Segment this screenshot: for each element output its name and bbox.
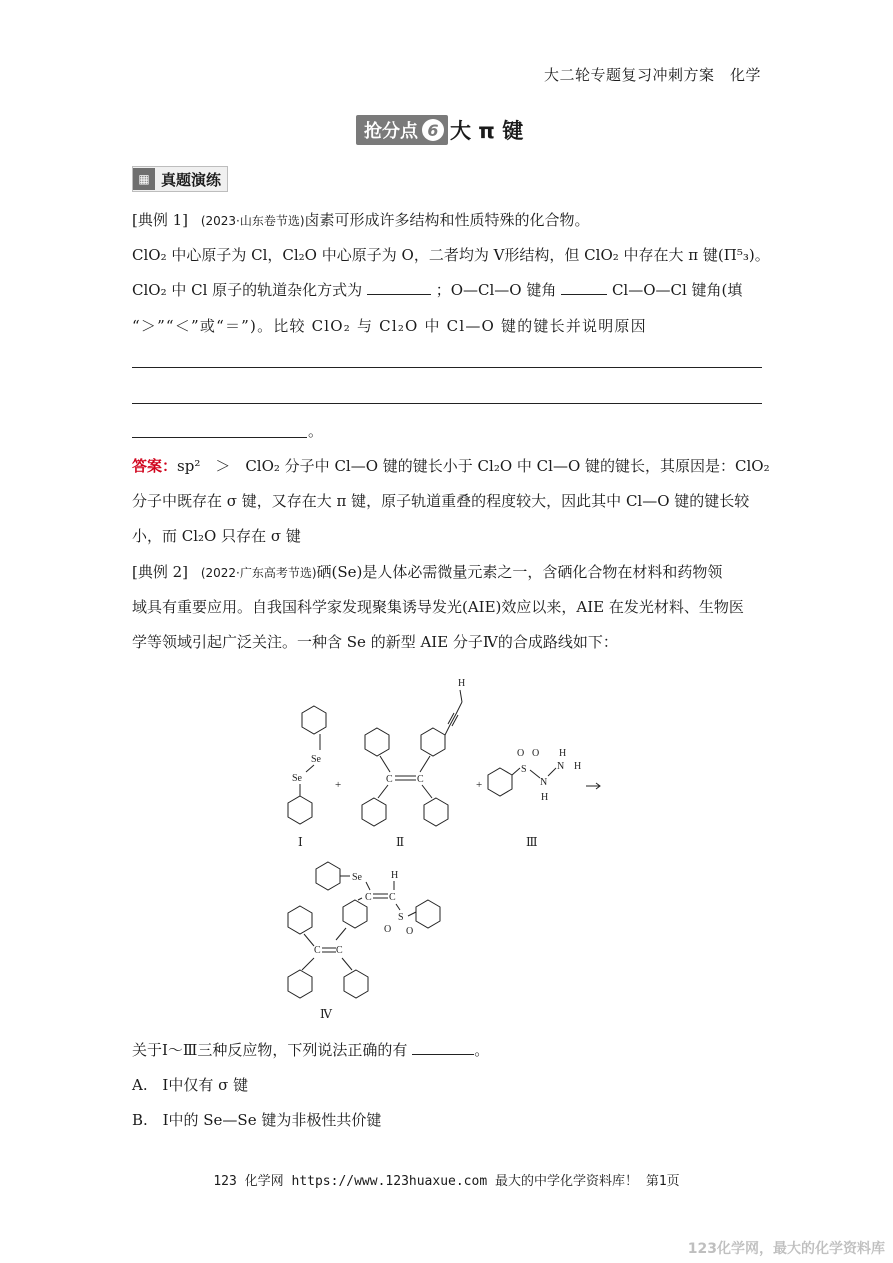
- section-badge-label: 抢分点: [364, 121, 418, 142]
- answer-rule-1[interactable]: [132, 367, 762, 368]
- atom-o-2: O: [532, 748, 540, 759]
- atom-n-1: N: [540, 777, 548, 788]
- atom-se-2: Se: [292, 773, 302, 784]
- synthesis-scheme: [270, 668, 610, 1030]
- compound-4-structure: [288, 862, 440, 998]
- atom-h-3: H: [541, 792, 549, 803]
- option-b[interactable]: [132, 1110, 762, 1130]
- question-text: 关于Ⅰ～Ⅲ三种反应物，下列说法正确的有: [132, 1041, 408, 1059]
- atom-c-4b: C: [389, 892, 396, 903]
- page-footer: 123 化学网 https://www.123huaxue.com 最大的中学化学资料库！ 第1页: [213, 1174, 680, 1189]
- atom-h-1: H: [559, 748, 567, 759]
- example1-source: (2023·山东卷节选): [200, 214, 305, 228]
- atom-c-4d: C: [336, 945, 343, 956]
- atom-o-1: O: [517, 748, 525, 759]
- example2-line1: 硒(Se)是人体必需微量元素之一，含硒化合物在材料和药物领: [316, 563, 723, 581]
- label-compound-4: Ⅳ: [320, 1007, 332, 1021]
- option-b-text: Ⅰ中的 Se—Se 键为非极性共价键: [162, 1111, 382, 1129]
- example1-line3a: ClO₂ 中 Cl 原子的轨道杂化方式为: [132, 281, 363, 299]
- compound-2-structure: [362, 678, 465, 826]
- atom-s-4: S: [398, 912, 404, 923]
- answer-blank-1[interactable]: [367, 280, 431, 295]
- atom-c-4a: C: [365, 892, 372, 903]
- question-line: [132, 1040, 762, 1060]
- subheading: [132, 166, 228, 192]
- option-a[interactable]: [132, 1075, 762, 1095]
- atom-s-1: S: [521, 764, 527, 775]
- label-compound-1: Ⅰ: [298, 835, 303, 849]
- section-badge: [356, 115, 448, 145]
- example1-line2: ClO₂ 中心原子为 Cl，Cl₂O 中心原子为 O，二者均为 V形结构，但 ClO₂ 中存在大 π 键(Π⁵₃)。: [132, 246, 770, 264]
- atom-n-2: N: [557, 761, 565, 772]
- example1-line3b: ；O—Cl—O 键角: [435, 281, 557, 299]
- example1-intro: 卤素可形成许多结构和性质特殊的化合物。: [304, 211, 590, 229]
- example2-line3: 学等领域引起广泛关注。一种含 Se 的新型 AIE 分子Ⅳ的合成路线如下：: [132, 633, 618, 651]
- subheading-label: 真题演练: [161, 170, 222, 189]
- book-icon: ▦: [133, 168, 155, 190]
- plus-sign-2: +: [476, 779, 483, 791]
- atom-se-4: Se: [352, 872, 362, 883]
- page-header: 大二轮专题复习冲刺方案 化学: [543, 66, 761, 84]
- atom-h-2: H: [574, 761, 582, 772]
- atom-h-alkyne: H: [458, 678, 466, 689]
- plus-sign-1: +: [335, 779, 342, 791]
- section-number: 6: [422, 119, 444, 141]
- atom-se-1: Se: [311, 754, 321, 765]
- answer1-line2: 分子中既存在 σ 键，又存在大 π 键，原子轨道重叠的程度较大，因此其中 Cl—O 键的键长较: [132, 492, 750, 510]
- example1-line4: “＞”“＜”或“＝”)。比较 ClO₂ 与 Cl₂O 中 Cl—O 键的键长并说明原因: [132, 317, 647, 335]
- example1-tag: [典例 1]: [132, 211, 189, 229]
- answer-blank-3[interactable]: [412, 1040, 474, 1055]
- answer-blank-2[interactable]: [561, 280, 607, 295]
- answer-rule-2[interactable]: [132, 403, 762, 404]
- atom-o-4a: O: [384, 924, 392, 935]
- example1-line3: [132, 280, 762, 300]
- option-a-text: Ⅰ中仅有 σ 键: [162, 1076, 249, 1094]
- answer-label: 答案：: [132, 457, 178, 475]
- label-compound-2: Ⅱ: [396, 835, 405, 849]
- question-end: 。: [474, 1041, 490, 1059]
- answer1-line3: 小，而 Cl₂O 只存在 σ 键: [132, 527, 301, 545]
- label-compound-3: Ⅲ: [526, 835, 538, 849]
- atom-c-4c: C: [314, 945, 321, 956]
- atom-c-1: C: [386, 774, 393, 785]
- example2-line2: 域具有重要应用。自我国科学家发现聚集诱导发光(AIE)效应以来，AIE 在发光材料、生物医: [132, 598, 744, 616]
- atom-c-2: C: [417, 774, 424, 785]
- answer-end-mark: 。: [308, 422, 324, 440]
- answer1-line1: [132, 456, 770, 476]
- compound-1-structure: [288, 706, 326, 824]
- example2-tag: [典例 2]: [132, 563, 189, 581]
- option-a-key: A.: [132, 1076, 148, 1094]
- section-title: [356, 114, 523, 146]
- compound-3-structure: [488, 748, 581, 803]
- example2-source: (2022·广东高考节选): [200, 566, 317, 580]
- example1-heading: [132, 210, 762, 231]
- answer-rule-3[interactable]: [132, 437, 307, 438]
- option-b-key: B.: [132, 1111, 148, 1129]
- example2-heading: [132, 562, 762, 583]
- atom-o-4b: O: [406, 926, 414, 937]
- atom-h-4: H: [391, 870, 399, 881]
- example1-line3c: Cl—O—Cl 键角(填: [611, 281, 743, 299]
- section-heading: 大 π 键: [450, 119, 524, 143]
- watermark: 123化学网，最大的化学资料库: [687, 1241, 885, 1257]
- answer1-text1: sp² ＞ ClO₂ 分子中 Cl—O 键的键长小于 Cl₂O 中 Cl—O 键的键长，其原因是：ClO₂: [177, 457, 770, 475]
